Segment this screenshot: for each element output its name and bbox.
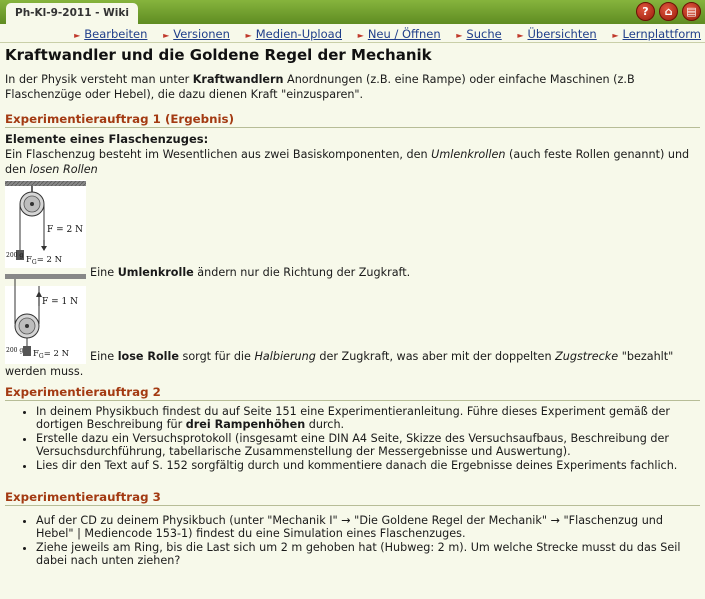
nav-link-lernplattform[interactable]: Lernplattform xyxy=(622,27,701,41)
cap2-post: "bezahlt" werden muss. xyxy=(5,350,674,378)
cap2-em1: Halbierung xyxy=(254,350,316,363)
nav-link-neu-oeffnen[interactable]: Neu / Öffnen xyxy=(367,27,441,41)
caption-umlenkrolle xyxy=(90,266,410,279)
arrow-icon: ► xyxy=(74,31,81,40)
s2-item1-post: durch. xyxy=(305,418,345,432)
cap1-pre: Eine xyxy=(90,266,118,279)
cap1-bold: Umlenkrolle xyxy=(117,266,194,279)
arrow-icon: ► xyxy=(357,31,364,40)
intro-text-end: Anordnungen (z.B. eine Rampe) oder einfache Maschinen (z.B Flaschenzüge oder Hebel), die dazu dienen Kraft "einzusparen". xyxy=(5,73,635,101)
arrow-icon: ► xyxy=(456,31,463,40)
nav-item-uebersichten[interactable] xyxy=(517,27,596,41)
section3-list xyxy=(5,514,700,568)
figure-row-1 xyxy=(5,180,700,268)
fig1-mass-label: 200 g xyxy=(6,252,24,259)
nav-link-bearbeiten[interactable]: Bearbeiten xyxy=(84,27,148,41)
section2-heading: Experimentierauftrag 2 xyxy=(5,385,700,401)
intro-text: In der Physik versteht man unter xyxy=(5,73,193,86)
loose-pulley-figure xyxy=(5,286,86,364)
s1-text-em2: losen Rollen xyxy=(29,163,98,176)
section1-heading: Experimentierauftrag 1 (Ergebnis) xyxy=(5,112,700,128)
title-bar xyxy=(0,0,705,24)
fig1-fg-value: = 2 N xyxy=(36,255,63,265)
nav-item-suche[interactable] xyxy=(456,27,501,41)
fixed-pulley-figure xyxy=(5,180,86,268)
action-nav xyxy=(62,27,701,41)
fig2-fg-sub: G xyxy=(38,353,44,360)
list-item: • Auf der CD zu deinem Physikbuch (unter "Mechanik I" → "Die Goldene Regel der Mechanik" → "Flaschenzug und Hebel" | Mediencode 153-1) findest du eine Simulation eines Flaschenzuges. xyxy=(36,514,700,541)
figure-row-2 xyxy=(5,266,700,364)
list-item: • Ziehe jeweils am Ring, bis die Last sich um 2 m gehoben hat (Hubweg: 2 m). Um welche Strecke musst du das Seil dabei nach unten ziehen? xyxy=(36,541,700,568)
cap2-pre: Eine xyxy=(90,350,118,363)
nav-item-versionen[interactable] xyxy=(163,27,230,41)
s2-item1-pre: In deinem Physikbuch findest du auf Seite 151 eine Experimentieranleitung. Führe dieses Experiment gemäß der dortigen Beschreibung für xyxy=(36,405,670,432)
cap2-mid1: sorgt für die xyxy=(178,350,255,363)
fig2-weight-label xyxy=(33,349,70,360)
fig1-weight-label xyxy=(26,255,63,266)
fig2-force-label: F = 1 N xyxy=(42,297,78,307)
nav-link-suche[interactable]: Suche xyxy=(466,27,502,41)
section1-text xyxy=(5,147,700,177)
page-content xyxy=(5,44,700,568)
arrow-icon: ► xyxy=(163,31,170,40)
section2-list xyxy=(5,405,700,472)
arrow-icon: ► xyxy=(245,31,252,40)
list-item: • Lies dir den Text auf S. 152 sorgfältig durch und kommentiere danach die Ergebnisse deines Experiments fachlich. xyxy=(36,459,700,472)
nav-item-medien-upload[interactable] xyxy=(246,27,342,41)
fig1-fg-sub: G xyxy=(31,259,37,266)
nav-link-versionen[interactable]: Versionen xyxy=(173,27,230,41)
home-icon[interactable]: ⌂ xyxy=(659,2,678,21)
cap2-mid2: der Zugkraft, was aber mit der doppelten xyxy=(315,350,556,363)
s1-text-em1: Umlenkrollen xyxy=(431,148,506,161)
intro-paragraph xyxy=(5,72,700,102)
fig2-fg-F: F xyxy=(33,349,39,359)
s1-text-a: Ein Flaschenzug besteht im Wesentlichen aus zwei Basiskomponenten, den xyxy=(5,148,432,161)
nav-item-lernplattform[interactable] xyxy=(612,27,701,41)
s2-item1-bold: drei Rampenhöhen xyxy=(185,418,306,432)
section1-subheading: Elemente eines Flaschenzuges: xyxy=(5,132,209,146)
fig1-force-label: F = 2 N xyxy=(47,225,83,235)
page-title: Kraftwandler und die Goldene Regel der Mechanik xyxy=(5,46,432,64)
intro-bold: Kraftwandlern xyxy=(192,73,284,86)
section3-heading: Experimentierauftrag 3 xyxy=(5,490,700,506)
cap2-bold: lose Rolle xyxy=(117,350,179,363)
menu-icon[interactable]: ▤ xyxy=(682,2,701,21)
nav-link-medien-upload[interactable]: Medien-Upload xyxy=(255,27,343,41)
nav-item-neu-oeffnen[interactable] xyxy=(358,27,441,41)
nav-divider xyxy=(0,42,705,43)
s1-text-b: (auch feste Rollen genannt) und den xyxy=(5,148,690,176)
fig1-fg-F: F xyxy=(26,255,32,265)
fig2-mass-label: 200 g xyxy=(6,347,24,354)
list-item xyxy=(36,405,700,432)
arrow-icon: ► xyxy=(517,31,524,40)
help-icon[interactable]: ? xyxy=(636,2,655,21)
list-item: • Erstelle dazu ein Versuchsprotokoll (insgesamt eine DIN A4 Seite, Skizze des Versuchsaufbaus, Beschreibung der Versuchsdurchführung, tabellarische Zusammenstellung der Messergebnisse und Auswertung). xyxy=(36,432,700,459)
arrow-icon: ► xyxy=(612,31,619,40)
cap2-em2: Zugstrecke xyxy=(555,350,619,363)
nav-link-uebersichten[interactable]: Übersichten xyxy=(527,27,597,41)
wiki-tab[interactable]: Ph-Kl-9-2011 - Wiki xyxy=(6,3,138,24)
fig2-fg-value: = 2 N xyxy=(43,349,70,359)
nav-item-bearbeiten[interactable] xyxy=(74,27,147,41)
cap1-post: ändern nur die Richtung der Zugkraft. xyxy=(193,266,411,279)
